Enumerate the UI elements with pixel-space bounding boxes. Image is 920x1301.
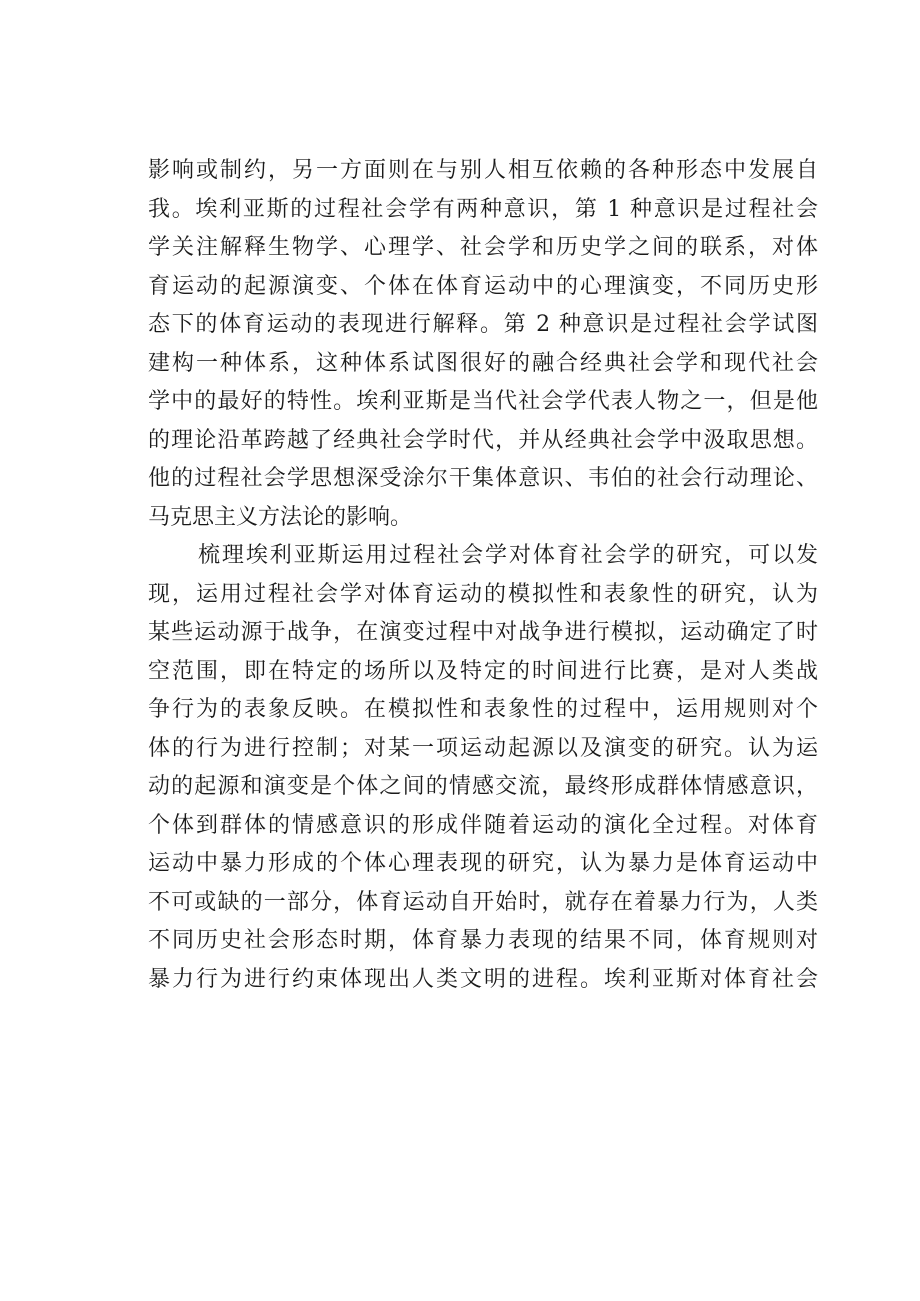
text-line: 现，运用过程社会学对体育运动的模拟性和表象性的研究，认为: [148, 581, 818, 607]
text-line: 某些运动源于战争，在演变过程中对战争进行模拟，运动确定了时: [148, 620, 818, 645]
paragraph-1: [148, 152, 818, 537]
text-line: 不可或缺的一部分，体育运动自开始时，就存在着暴力行为，人类: [148, 889, 818, 915]
text-line: 不同历史社会形态时期，体育暴力表现的结果不同，体育规则对: [148, 928, 818, 953]
paragraph-2: [148, 537, 818, 999]
text-line: 争行为的表象反映。在模拟性和表象性的过程中，运用规则对个: [148, 697, 818, 722]
text-line: 他的过程社会学思想深受涂尔干集体意识、韦伯的社会行动理论、: [148, 466, 818, 491]
text-line: 学中的最好的特性。埃利亚斯是当代社会学代表人物之一，但是他: [148, 389, 818, 414]
text-line: 梳理埃利亚斯运用过程社会学对体育社会学的研究，可以发: [198, 543, 818, 568]
text-line: 态下的体育运动的表现进行解释。第 2 种意识是过程社会学试图: [148, 312, 818, 337]
text-line: 个体到群体的情感意识的形成伴随着运动的演化全过程。对体育: [148, 812, 818, 838]
text-line: 我。埃利亚斯的过程社会学有两种意识，第 1 种意识是过程社会: [148, 196, 818, 222]
text-line: 的理论沿革跨越了经典社会学时代，并从经典社会学中汲取思想。: [148, 427, 818, 453]
text-line: 暴力行为进行约束体现出人类文明的进程。埃利亚斯对体育社会: [148, 966, 818, 992]
body-text: [148, 152, 818, 999]
text-line: 空范围，即在特定的场所以及特定的时间进行比赛，是对人类战: [148, 658, 818, 684]
text-line: 体的行为进行控制；对某一项运动起源以及演变的研究。认为运: [148, 735, 818, 761]
text-line: 学关注解释生物学、心理学、社会学和历史学之间的联系，对体: [148, 235, 818, 260]
text-line: 动的起源和演变是个体之间的情感交流，最终形成群体情感意识，: [148, 774, 818, 799]
text-line: 影响或制约，另一方面则在与别人相互依赖的各种形态中发展自: [148, 158, 818, 183]
text-line: 马克思主义方法论的影响。: [148, 504, 413, 530]
text-line: 育运动的起源演变、个体在体育运动中的心理演变，不同历史形: [148, 273, 818, 299]
text-line: 建构一种体系，这种体系试图很好的融合经典社会学和现代社会: [148, 350, 818, 376]
text-line: 运动中暴力形成的个体心理表现的研究，认为暴力是体育运动中: [148, 851, 818, 876]
